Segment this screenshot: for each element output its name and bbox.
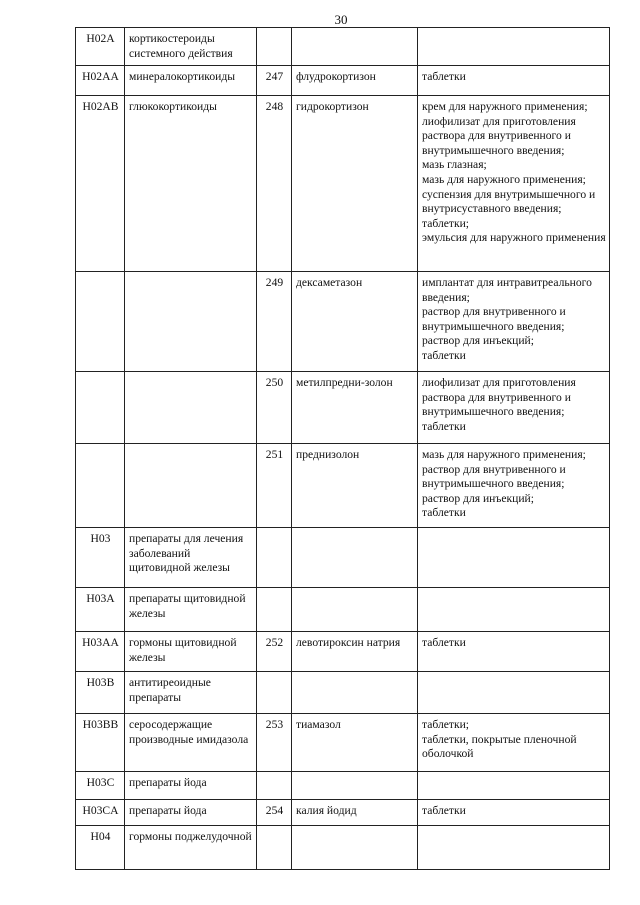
number-cell xyxy=(257,826,292,870)
dosage-form-cell xyxy=(418,672,610,714)
group-cell xyxy=(125,444,257,528)
group-cell: гормоны поджелудочной xyxy=(125,826,257,870)
dosage-form-cell: таблетки xyxy=(418,800,610,826)
table-row xyxy=(76,772,610,800)
atc-code-cell: H03B xyxy=(76,672,125,714)
table-row xyxy=(76,714,610,772)
table-row xyxy=(76,96,610,272)
number-cell xyxy=(257,588,292,632)
table-row xyxy=(76,272,610,372)
atc-code-cell: H03AA xyxy=(76,632,125,672)
drug-name-cell xyxy=(292,28,418,66)
dosage-form-cell: мазь для наружного применения; раствор для внутривенного и внутримышечного введения; раствор для инъекций; таблетки xyxy=(418,444,610,528)
table-row xyxy=(76,28,610,66)
group-cell: препараты щитовидной железы xyxy=(125,588,257,632)
number-cell: 247 xyxy=(257,66,292,96)
dosage-form-cell: таблетки xyxy=(418,632,610,672)
atc-code-cell: H03 xyxy=(76,528,125,588)
table-row xyxy=(76,672,610,714)
group-cell: препараты йода xyxy=(125,800,257,826)
dosage-form-cell: таблетки; таблетки, покрытые пленочной оболочкой xyxy=(418,714,610,772)
atc-code-cell: H02AB xyxy=(76,96,125,272)
table-row xyxy=(76,372,610,444)
atc-code-cell xyxy=(76,372,125,444)
dosage-form-cell: таблетки xyxy=(418,66,610,96)
drug-name-cell xyxy=(292,772,418,800)
table-row xyxy=(76,632,610,672)
drug-name-cell: гидрокортизон xyxy=(292,96,418,272)
atc-code-cell: H03BB xyxy=(76,714,125,772)
table-row xyxy=(76,444,610,528)
dosage-form-cell: лиофилизат для приготовления раствора для внутривенного и внутримышечного введения; таблетки xyxy=(418,372,610,444)
number-cell xyxy=(257,28,292,66)
drug-name-cell: дексаметазон xyxy=(292,272,418,372)
number-cell: 253 xyxy=(257,714,292,772)
atc-code-cell xyxy=(76,272,125,372)
number-cell: 252 xyxy=(257,632,292,672)
number-cell xyxy=(257,772,292,800)
dosage-form-cell xyxy=(418,826,610,870)
number-cell: 254 xyxy=(257,800,292,826)
group-cell: антитиреоидные препараты xyxy=(125,672,257,714)
number-cell: 250 xyxy=(257,372,292,444)
dosage-form-cell: крем для наружного применения; лиофилизат для приготовления раствора для внутривенного и внутримышечного введения; мазь глазная; мазь для наружного применения; суспензия для внутримышечного и внутрисуставного введения; таблетки; эмульсия для наружного применения xyxy=(418,96,610,272)
table-row xyxy=(76,800,610,826)
group-cell: препараты йода xyxy=(125,772,257,800)
drug-name-cell xyxy=(292,672,418,714)
table-row xyxy=(76,528,610,588)
drug-name-cell: тиамазол xyxy=(292,714,418,772)
drug-name-cell xyxy=(292,528,418,588)
number-cell: 248 xyxy=(257,96,292,272)
drug-name-cell xyxy=(292,588,418,632)
atc-code-cell xyxy=(76,444,125,528)
dosage-form-cell xyxy=(418,528,610,588)
atc-code-cell: H02AA xyxy=(76,66,125,96)
drug-table xyxy=(75,27,610,870)
table-row xyxy=(76,66,610,96)
atc-code-cell: H04 xyxy=(76,826,125,870)
dosage-form-cell xyxy=(418,772,610,800)
dosage-form-cell xyxy=(418,588,610,632)
group-cell: препараты для лечения заболеваний щитовидной железы xyxy=(125,528,257,588)
drug-name-cell: флудрокортизон xyxy=(292,66,418,96)
atc-code-cell: H03C xyxy=(76,772,125,800)
drug-name-cell: калия йодид xyxy=(292,800,418,826)
number-cell xyxy=(257,528,292,588)
drug-name-cell xyxy=(292,826,418,870)
dosage-form-cell xyxy=(418,28,610,66)
number-cell: 249 xyxy=(257,272,292,372)
page-number: 30 xyxy=(334,12,348,27)
group-cell: гормоны щитовидной железы xyxy=(125,632,257,672)
atc-code-cell: H03CA xyxy=(76,800,125,826)
group-cell xyxy=(125,372,257,444)
drug-name-cell: левотироксин натрия xyxy=(292,632,418,672)
dosage-form-cell: имплантат для интравитреального введения; раствор для внутривенного и внутримышечного введения; раствор для инъекций; таблетки xyxy=(418,272,610,372)
atc-code-cell: H02A xyxy=(76,28,125,66)
number-cell: 251 xyxy=(257,444,292,528)
number-cell xyxy=(257,672,292,714)
drug-name-cell: преднизолон xyxy=(292,444,418,528)
drug-name-cell: метилпредни-золон xyxy=(292,372,418,444)
table-row xyxy=(76,588,610,632)
group-cell: кортикостероиды системного действия xyxy=(125,28,257,66)
atc-code-cell: H03A xyxy=(76,588,125,632)
group-cell: минералокортикоиды xyxy=(125,66,257,96)
group-cell: глюкокортикоиды xyxy=(125,96,257,272)
group-cell xyxy=(125,272,257,372)
group-cell: серосодержащие производные имидазола xyxy=(125,714,257,772)
table-row xyxy=(76,826,610,870)
